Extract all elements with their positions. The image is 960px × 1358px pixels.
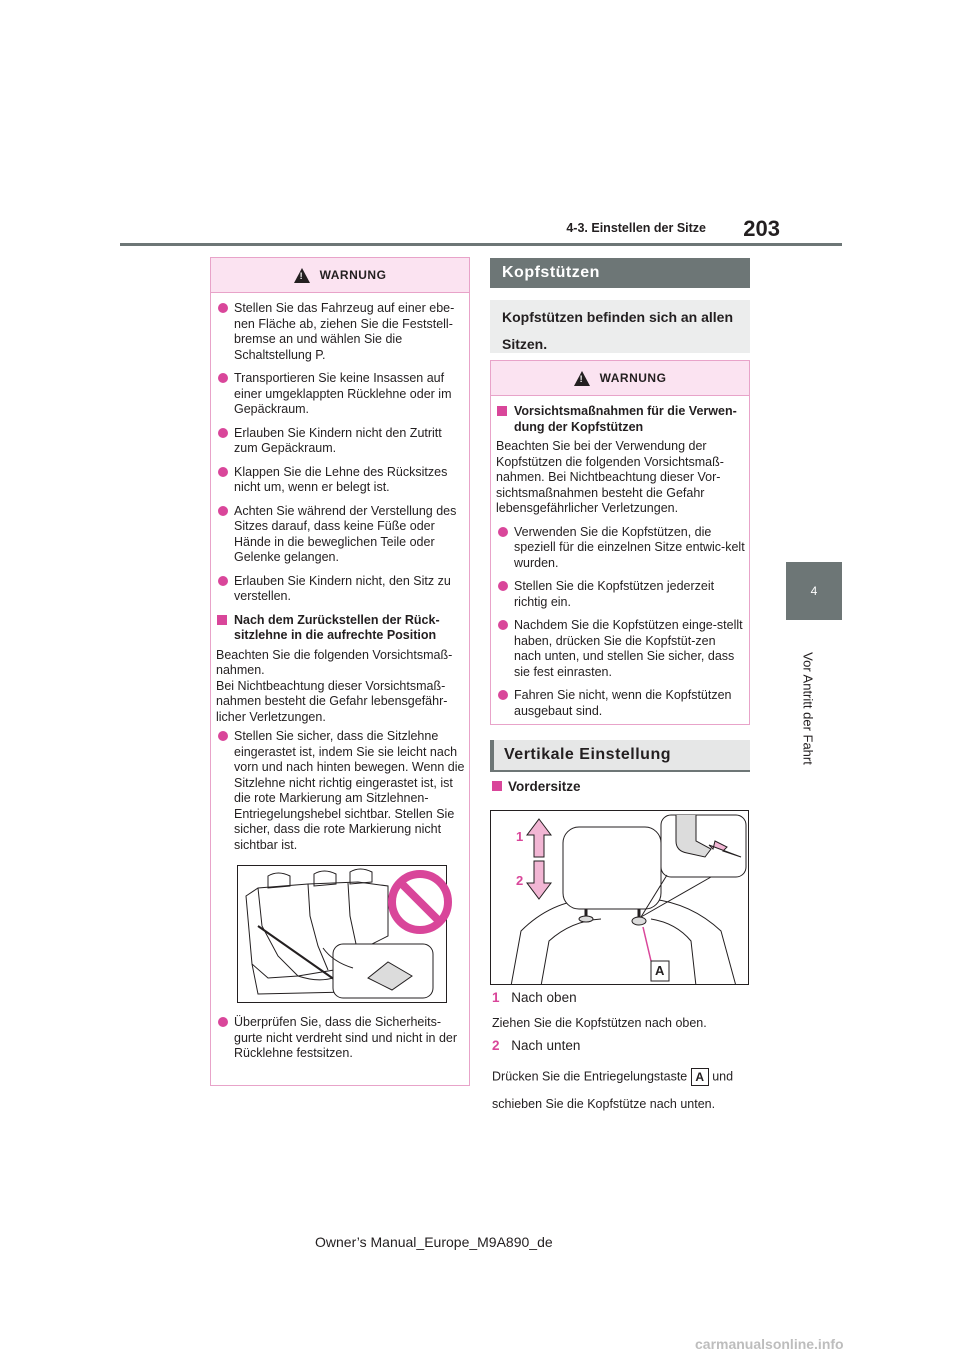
chapter-tab: 4	[786, 562, 842, 620]
warning-bullet: Fahren Sie nicht, wenn die Kopfstützen ausgebaut sind.	[496, 688, 745, 719]
square-bullet-icon	[492, 781, 502, 791]
warning-bullet: Stellen Sie das Fahrzeug auf einer ebe-nen Fläche ab, ziehen Sie die Feststell-bremse an und wählen Sie die Schaltstellung P.	[216, 301, 465, 363]
warning-subheading: Nach dem Zurückstellen der Rück-sitzlehne in die aufrechte Position	[216, 613, 465, 644]
warning-bullet: Erlauben Sie Kindern nicht den Zutritt zum Gepäckraum.	[216, 426, 465, 457]
chapter-label	[797, 626, 819, 776]
step-2-heading	[492, 1038, 580, 1053]
warning-bullet: Stellen Sie die Kopfstützen jederzeit richtig ein.	[496, 579, 745, 610]
step-number: 2	[492, 1038, 500, 1053]
main-heading: Kopfstützen	[490, 258, 750, 288]
step-label: Nach unten	[511, 1038, 581, 1053]
warning-bullet: Verwenden Sie die Kopfstützen, die speziell für die einzelnen Sitze entwic-kelt wurden.	[496, 525, 745, 572]
warning-subheading: Vorsichtsmaßnahmen für die Verwen-dung der Kopfstützen	[496, 404, 745, 435]
intro-box: Kopfstützen befinden sich an allen Sitzen.	[490, 300, 750, 353]
header-rule	[120, 243, 842, 246]
left-warning-box	[210, 257, 470, 1086]
step-2-text-b: und	[712, 1069, 734, 1084]
headrest-figure	[490, 810, 749, 985]
arrow-label-up: 1	[516, 829, 524, 844]
warning-triangle-icon	[294, 268, 310, 283]
section-title: 4-3. Einstellen der Sitze	[566, 221, 706, 235]
watermark: carmanualsonline.info	[695, 1336, 844, 1352]
warning-body	[211, 293, 469, 1068]
warning-bullet: Stellen Sie sicher, dass die Sitzlehne eingerastet ist, indem Sie sie leicht nach vorn und nach hinten bewegen. Wenn die Sitzlehne nicht richtig eingerastet ist, ist die rote Markierung am Sitzlehnen-Entriegelungshebel sichtbar. Stellen Sie sicher, dass die rote Markierung nicht sichtbar ist.	[216, 729, 465, 853]
step-1-heading	[492, 990, 577, 1005]
step-2-text-line2: schieben Sie die Kopfstütze nach unten.	[492, 1097, 716, 1111]
rear-seat-illustration	[237, 865, 447, 1003]
warning-title: WARNUNG	[599, 371, 667, 385]
step-label: Nach oben	[511, 990, 577, 1005]
warning-header	[211, 258, 469, 293]
front-seats-heading	[492, 779, 581, 794]
button-a-badge: A	[691, 1068, 709, 1086]
warning-bullet: Überprüfen Sie, dass die Sicherheits-gurte nicht verdreht sind und nicht in der Rücklehne festsitzen.	[216, 1015, 465, 1062]
warning-bullet: Erlauben Sie Kindern nicht, den Sitz zu verstellen.	[216, 574, 465, 605]
warning-paragraph: Beachten Sie die folgenden Vorsichtsmaß-nahmen.	[216, 647, 453, 677]
step-number: 1	[492, 990, 500, 1005]
chapter-label-text: Vor Antritt der Fahrt	[800, 652, 816, 765]
footer: Owner’s Manual_Europe_M9A890_de	[315, 1234, 553, 1250]
arrow-label-down: 2	[516, 873, 524, 888]
section-heading: Vertikale Einstellung	[490, 740, 750, 772]
warning-header	[491, 361, 749, 396]
warning-triangle-icon	[574, 371, 590, 386]
headrest-warning-box	[490, 360, 750, 725]
headrest-drawing	[491, 811, 749, 985]
warning-title: WARNUNG	[319, 268, 387, 282]
button-label: A	[655, 963, 665, 978]
prohibited-icon	[386, 868, 454, 936]
warning-body	[491, 396, 749, 725]
warning-bullet: Nachdem Sie die Kopfstützen einge-stellt haben, drücken Sie die Kopfstüt-zen nach unten, und stellen Sie sicher, dass sie fest einrasten.	[496, 618, 745, 680]
step-1-text: Ziehen Sie die Kopfstützen nach oben.	[492, 1016, 707, 1030]
front-seats-label: Vordersitze	[508, 779, 581, 794]
step-2-text-a: Drücken Sie die Entriegelungstaste	[492, 1069, 688, 1084]
warning-bullet: Achten Sie während der Verstellung des Sitzes darauf, dass keine Füße oder Hände in die beweglichen Teile oder Gelenke gelangen.	[216, 504, 465, 566]
page-number: 203	[743, 216, 780, 241]
step-2-text-line1	[492, 1068, 733, 1086]
warning-paragraph: Beachten Sie bei der Verwendung der Kopfstützen die folgenden Vorsichtsmaß-nahmen. Bei Nichtbeachtung dieser Vor-sichtsmaßnahmen besteht die Gefahr lebensgefährlicher Verletzungen.	[496, 439, 724, 515]
warning-paragraph: Bei Nichtbeachtung dieser Vorsichtsmaß-nahmen besteht die Gefahr lebensgefähr-licher Verletzungen.	[216, 678, 448, 724]
warning-bullet: Transportieren Sie keine Insassen auf einer umgeklappten Rücklehne oder im Gepäckraum.	[216, 371, 465, 418]
warning-bullet: Klappen Sie die Lehne des Rücksitzes nicht um, wenn er belegt ist.	[216, 465, 465, 496]
